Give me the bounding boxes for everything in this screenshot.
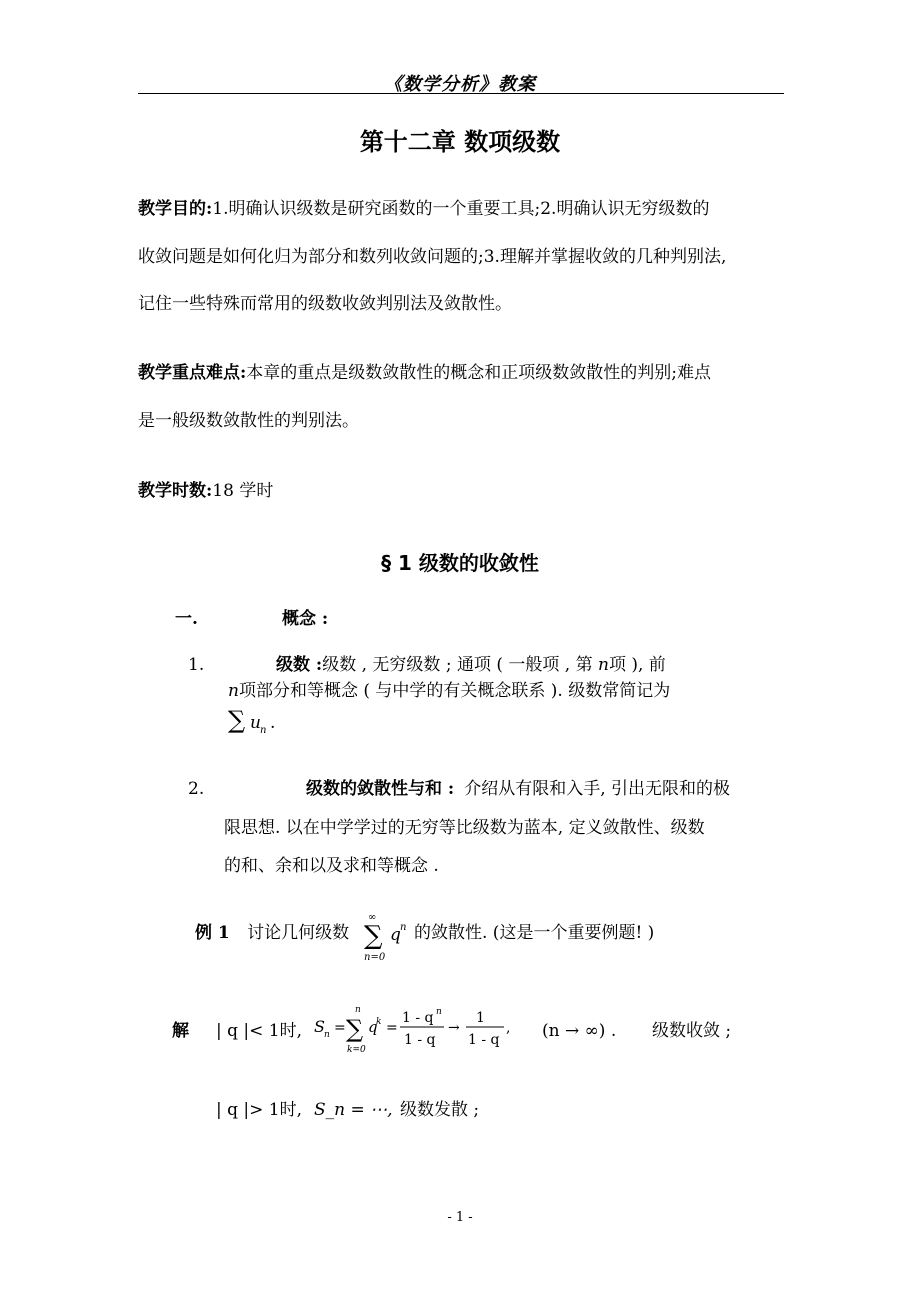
objectives-line-1: [138, 195, 709, 223]
solution-case1-limit: (n → ∞) .: [542, 1021, 617, 1041]
arrow: →: [448, 1020, 460, 1036]
key-points-line-2: 是一般级数敛散性的判别法。: [138, 411, 359, 431]
hours-label: 教学时数:: [138, 481, 213, 501]
numerator-2: 1: [476, 1010, 485, 1026]
q-base: q: [368, 1018, 378, 1036]
concept-number: 一.: [175, 609, 198, 629]
sum-upper-limit: ∞: [368, 912, 377, 923]
hours-line: [138, 477, 273, 505]
item1-var-n2: n: [228, 681, 239, 701]
sum-sign: ∑: [364, 921, 383, 951]
item2-line-1: [306, 776, 730, 802]
item1-label: 级数 :: [276, 655, 323, 675]
objectives-line-3: 记住一些特殊而常用的级数收敛判别法及敛散性。: [138, 294, 512, 314]
item1-formula: [228, 704, 288, 740]
example1-line: [195, 920, 349, 946]
key-points-line-1: [138, 359, 711, 387]
objectives-text-1: 1.明确认识级数是研究函数的一个重要工具;2.明确认识无穷级数的: [212, 199, 710, 219]
item2-text-1: 介绍从有限和入手, 引出无限和的极: [464, 779, 731, 799]
solution-case1-condition: | q |< 1时,: [216, 1021, 303, 1041]
sum-upper: n: [355, 1005, 361, 1015]
item2-line-2: 限思想. 以在中学学过的无穷等比级数为蓝本, 定义敛散性、级数: [224, 818, 705, 838]
item2-line-3: 的和、余和以及求和等概念 .: [224, 856, 439, 876]
partial-sum-formula-graphic: [314, 1000, 534, 1060]
numerator-1: 1 - q: [402, 1010, 434, 1026]
item2-label: 级数的敛散性与和 :: [306, 779, 455, 799]
item1-number: 1.: [188, 655, 205, 675]
example1-text-after: 的敛散性. (这是一个重要例题! ): [414, 923, 655, 943]
sum-sign: ∑: [228, 706, 246, 734]
objectives-line-2: 收敛问题是如何化归为部分和数列收敛问题的;3.理解并掌握收敛的几种判别法,: [138, 247, 727, 267]
q-exp-k: k: [376, 1017, 382, 1027]
term-u: u: [250, 713, 261, 733]
term-q-exponent: n: [400, 922, 407, 933]
key-points-label: 教学重点难点:: [138, 363, 247, 383]
item1-line-2: [228, 678, 670, 704]
example1-text-before: 讨论几何级数: [247, 923, 350, 943]
denominator-2: 1 - q: [468, 1032, 500, 1048]
sum-lower-limit: n=0: [364, 952, 386, 963]
hours-value: 18 学时: [212, 481, 274, 501]
solution-case1-result: 级数收敛 ;: [652, 1021, 732, 1041]
formula-period: .: [270, 713, 276, 733]
denominator-1: 1 - q: [404, 1032, 436, 1048]
s-symbol: S: [314, 1017, 325, 1036]
solution-case2-condition: | q |> 1时,: [216, 1100, 303, 1120]
solution-case2-formula: S_n = ⋯,: [314, 1100, 393, 1120]
item1-text-1: 级数 , 无穷级数 ; 通项 ( 一般项 , 第: [322, 655, 593, 675]
key-points-text-1: 本章的重点是级数敛散性的概念和正项级数敛散性的判别;难点: [246, 363, 712, 383]
solution-label: 解: [172, 1021, 189, 1041]
example1-sum-graphic: [364, 908, 414, 963]
example1-sum-formula: [364, 908, 414, 967]
page-header-title: 《数学分析》教案: [384, 74, 536, 95]
s-subscript: n: [324, 1030, 330, 1040]
item1-tail: 项 ), 前: [608, 655, 666, 675]
example1-label: 例 1: [195, 923, 230, 943]
term-u-subscript: n: [260, 725, 267, 736]
header-divider: [138, 93, 784, 94]
sum-lower: k=0: [347, 1045, 366, 1055]
term-q: q: [390, 925, 401, 945]
section-title: § 1 级数的收敛性: [381, 551, 539, 575]
item1-line-1: [276, 652, 666, 678]
comma: ,: [506, 1020, 511, 1036]
chapter-title: 第十二章 数项级数: [359, 128, 561, 156]
item1-var-n: n: [598, 655, 609, 675]
solution-case1-formula: [314, 1000, 534, 1064]
equals-2: =: [386, 1020, 398, 1036]
sum-sign: ∑: [346, 1015, 364, 1043]
item1-sum-formula-graphic: [228, 704, 288, 736]
page-number: - 1 -: [447, 1210, 473, 1225]
item1-text-2: 项部分和等概念 ( 与中学的有关概念联系 ). 级数常简记为: [238, 681, 671, 701]
objectives-label: 教学目的:: [138, 199, 213, 219]
numerator-exp: n: [436, 1007, 442, 1017]
concept-label: 概念 :: [282, 609, 329, 629]
item2-number: 2.: [188, 779, 205, 799]
solution-case2-result: 级数发散 ;: [400, 1100, 480, 1120]
equals-1: =: [334, 1020, 346, 1036]
